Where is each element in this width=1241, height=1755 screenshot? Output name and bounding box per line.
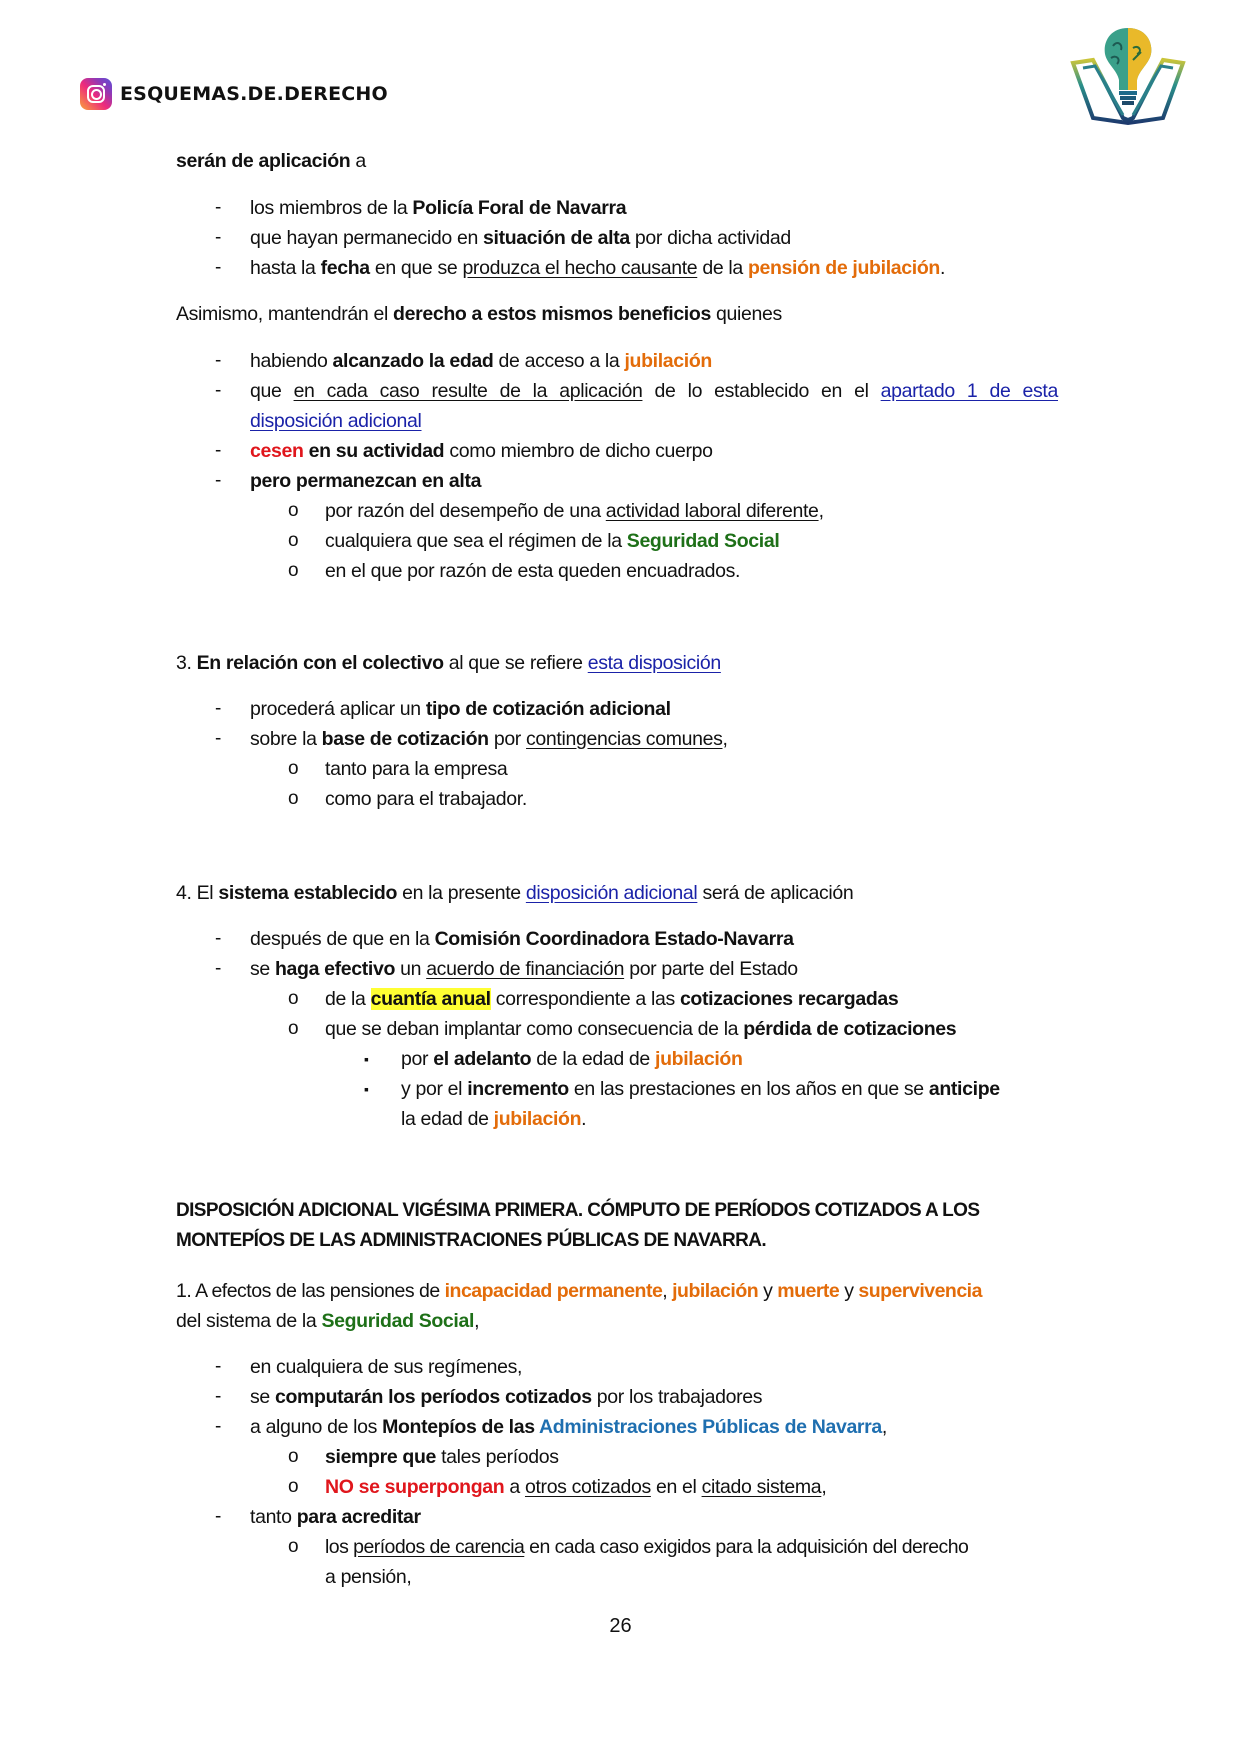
list-item: en cualquiera de sus regímenes,	[250, 1356, 523, 1378]
paragraph: 3. En relación con el colectivo al que se refiere esta disposición	[176, 652, 721, 674]
sub-list-item: tanto para la empresa	[325, 758, 508, 780]
dash-bullet: -	[215, 698, 222, 719]
dash-bullet: -	[215, 1386, 222, 1407]
circle-bullet: o	[288, 988, 299, 1009]
dash-bullet: -	[215, 958, 222, 979]
sub-sub-list-item-continuation: la edad de jubilación.	[401, 1108, 587, 1130]
dash-bullet: -	[215, 470, 222, 491]
circle-bullet: o	[288, 560, 299, 581]
list-item: después de que en la Comisión Coordinadora Estado-Navarra	[250, 928, 794, 950]
circle-bullet: o	[288, 500, 299, 521]
dash-bullet: -	[215, 257, 222, 278]
list-item: se computarán los períodos cotizados por los trabajadores	[250, 1386, 763, 1408]
dash-bullet: -	[215, 227, 222, 248]
dash-bullet: -	[215, 1356, 222, 1377]
dash-bullet: -	[215, 1416, 222, 1437]
sub-list-item: que se deban implantar como consecuencia de la pérdida de cotizaciones	[325, 1018, 957, 1040]
paragraph: 4. El sistema establecido en la presente disposición adicional será de aplicación	[176, 882, 854, 904]
circle-bullet: o	[288, 1476, 299, 1497]
link-esta-disposicion[interactable]: esta disposición	[587, 652, 721, 674]
section-heading: MONTEPÍOS DE LAS ADMINISTRACIONES PÚBLICAS DE NAVARRA.	[176, 1230, 767, 1251]
dash-bullet: -	[215, 350, 222, 371]
sub-list-item: en el que por razón de esta queden encuadrados.	[325, 560, 741, 582]
dash-bullet: -	[215, 197, 222, 218]
section-heading: DISPOSICIÓN ADICIONAL VIGÉSIMA PRIMERA. CÓMPUTO DE PERÍODOS COTIZADOS A LOS	[176, 1200, 980, 1221]
circle-bullet: o	[288, 1446, 299, 1467]
list-item-continuation	[250, 408, 422, 434]
sub-list-item: NO se superpongan a otros cotizados en el citado sistema,	[325, 1476, 827, 1498]
sub-list-item: de la cuantía anual correspondiente a las cotizaciones recargadas	[325, 988, 899, 1010]
circle-bullet: o	[288, 758, 299, 779]
list-item: pero permanezcan en alta	[250, 470, 482, 492]
square-bullet: ▪	[364, 1051, 369, 1067]
sub-list-item: por razón del desempeño de una actividad laboral diferente,	[325, 500, 824, 522]
list-item: habiendo alcanzado la edad de acceso a la jubilación	[250, 350, 712, 372]
dash-bullet: -	[215, 440, 222, 461]
sub-list-item: los períodos de carencia en cada caso exigidos para la adquisición del derecho	[325, 1536, 969, 1558]
dash-bullet: -	[215, 728, 222, 749]
lightbulb-brain-book-logo	[1065, 18, 1191, 126]
page-number: 26	[609, 1615, 632, 1637]
sub-sub-list-item: y por el incremento en las prestaciones en los años en que se anticipe	[401, 1078, 1000, 1100]
list-item: tanto para acreditar	[250, 1506, 421, 1528]
list-item: que en cada caso resulte de la aplicación de lo establecido en el apartado 1 de esta	[250, 380, 1058, 402]
dash-bullet: -	[215, 1506, 222, 1527]
link-disposicion-adicional[interactable]: disposición adicional	[525, 882, 698, 904]
dash-bullet: -	[215, 928, 222, 949]
list-item: procederá aplicar un tipo de cotización adicional	[250, 698, 671, 720]
square-bullet: ▪	[364, 1081, 369, 1097]
list-item: que hayan permanecido en situación de alta por dicha actividad	[250, 227, 791, 249]
paragraph: Asimismo, mantendrán el derecho a estos mismos beneficios quienes	[176, 303, 782, 325]
circle-bullet: o	[288, 530, 299, 551]
sub-list-item: como para el trabajador.	[325, 788, 527, 810]
sub-list-item: siempre que tales períodos	[325, 1446, 559, 1468]
instagram-icon	[80, 78, 112, 110]
link-disposicion-adicional[interactable]: disposición adicional	[250, 410, 422, 432]
list-item: sobre la base de cotización por contingencias comunes,	[250, 728, 728, 750]
paragraph: serán de aplicación a	[176, 150, 366, 172]
dash-bullet: -	[215, 380, 222, 401]
sub-sub-list-item: por el adelanto de la edad de jubilación	[401, 1048, 743, 1070]
highlighted-text: cuantía anual	[370, 988, 491, 1010]
list-item: hasta la fecha en que se produzca el hecho causante de la pensión de jubilación.	[250, 257, 946, 279]
paragraph: del sistema de la Seguridad Social,	[176, 1310, 480, 1332]
paragraph: 1. A efectos de las pensiones de incapacidad permanente, jubilación y muerte y supervivencia	[176, 1280, 982, 1302]
circle-bullet: o	[288, 1536, 299, 1557]
link-apartado-1[interactable]: apartado 1 de esta	[880, 380, 1058, 402]
circle-bullet: o	[288, 788, 299, 809]
list-item: los miembros de la Policía Foral de Navarra	[250, 197, 627, 219]
circle-bullet: o	[288, 1018, 299, 1039]
sub-list-item: cualquiera que sea el régimen de la Seguridad Social	[325, 530, 780, 552]
brand-name: ESQUEMAS.DE.DERECHO	[120, 83, 388, 105]
list-item: cesen en su actividad como miembro de dicho cuerpo	[250, 440, 713, 462]
brand-header	[80, 78, 388, 110]
sub-list-item-continuation: a pensión,	[325, 1566, 412, 1588]
list-item: se haga efectivo un acuerdo de financiación por parte del Estado	[250, 958, 798, 980]
list-item: a alguno de los Montepíos de las Administraciones Públicas de Navarra,	[250, 1416, 887, 1438]
